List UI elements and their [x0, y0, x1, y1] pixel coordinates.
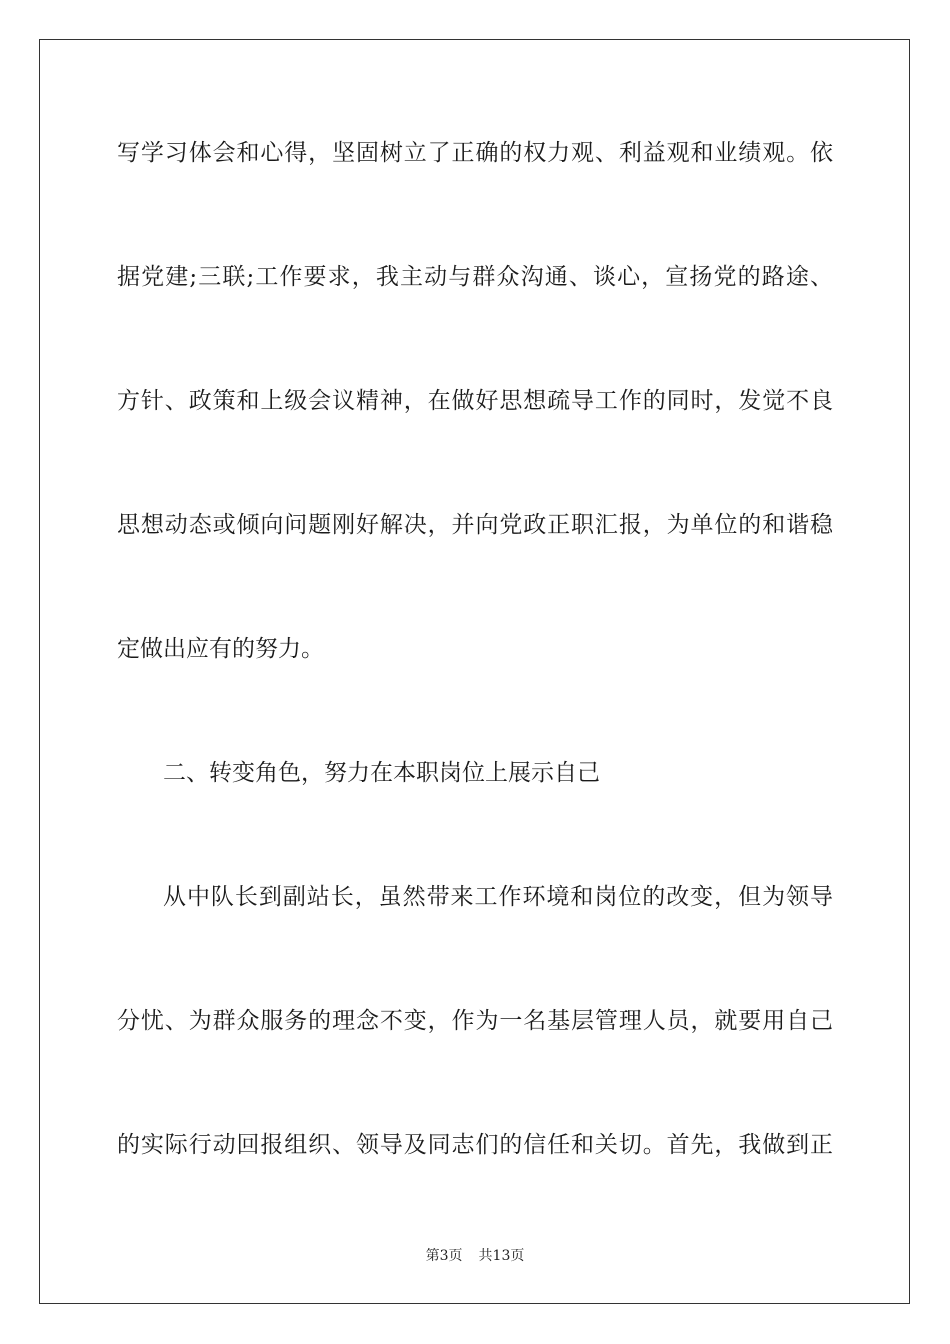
body-text-line: 分忧、为群众服务的理念不变，作为一名基层管理人员，就要用自己 [117, 1008, 833, 1034]
body-text-line: 从中队长到副站长，虽然带来工作环境和岗位的改变，但为领导 [163, 884, 833, 910]
page-total: 共13页 [478, 1248, 525, 1264]
page-number: 第3页 [425, 1248, 463, 1264]
body-text-line: 的实际行动回报组织、领导及同志们的信任和关切。首先，我做到正 [117, 1132, 833, 1158]
body-text-line: 思想动态或倾向问题刚好解决，并向党政正职汇报，为单位的和谐稳 [117, 512, 833, 538]
body-text-line: 方针、政策和上级会议精神，在做好思想疏导工作的同时，发觉不良 [117, 388, 833, 414]
body-text-line: 据党建;三联;工作要求，我主动与群众沟通、谈心，宣扬党的路途、 [117, 264, 833, 290]
section-heading: 二、转变角色，努力在本职岗位上展示自己 [163, 760, 600, 786]
body-text-line: 定做出应有的努力。 [117, 636, 324, 662]
page-border [39, 39, 910, 1304]
page-footer [0, 1247, 950, 1265]
body-text-line: 写学习体会和心得，坚固树立了正确的权力观、利益观和业绩观。依 [117, 140, 833, 166]
